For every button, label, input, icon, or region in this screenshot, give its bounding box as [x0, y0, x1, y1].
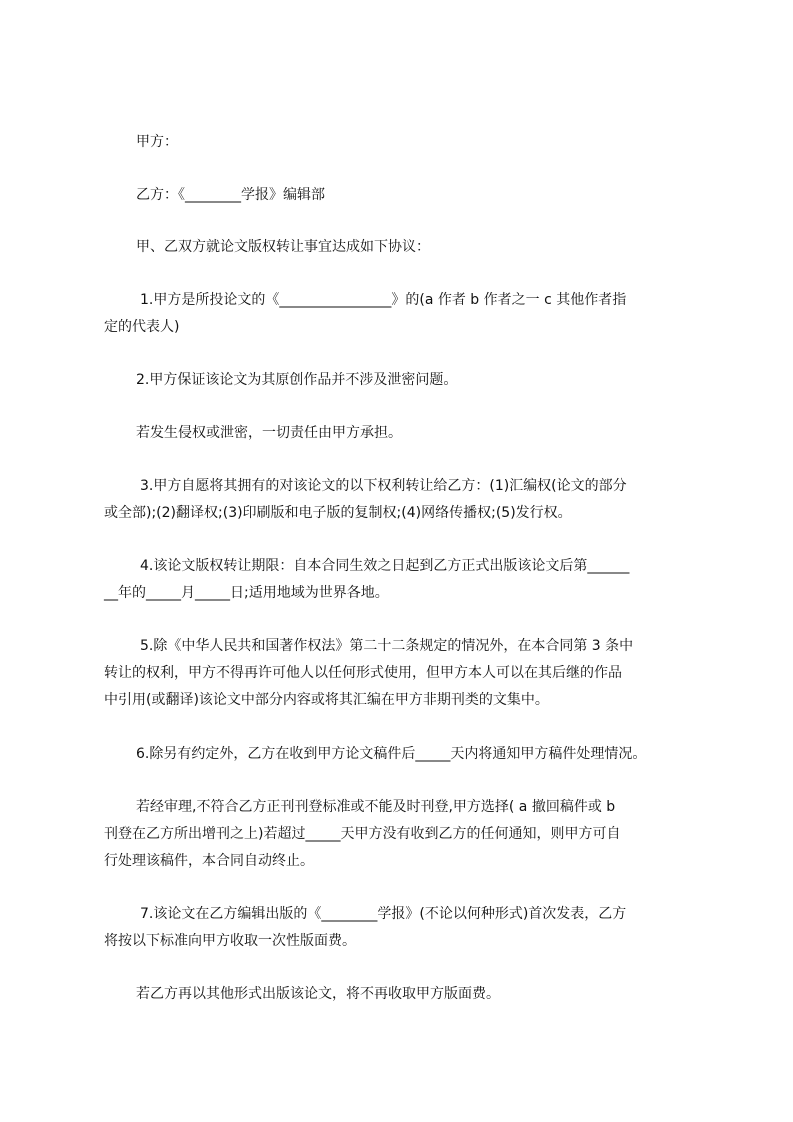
clause-3-line-2: 或全部);(2)翻译权;(3)印刷版和电子版的复制权;(4)网络传播权;(5)发行权。: [104, 505, 572, 521]
clause-6-review-line-2: 刊登在乙方所出增刊之上)若超过_____天甲方没有收到乙方的任何通知，则甲方可自: [104, 826, 621, 842]
party-a-line: 甲方：: [136, 134, 178, 150]
clause-4-line-2: __年的_____月_____日;适用地域为世界各地。: [104, 585, 389, 601]
clause-5-line-3: 中引用(或翻译)该论文中部分内容或将其汇编在甲方非期刊类的文集中。: [104, 692, 549, 708]
clause-7-line-2: 将按以下标准向甲方收取一次性版面费。: [104, 933, 356, 949]
clause-5-line-1: 5.除《中华人民共和国著作权法》第二十二条规定的情况外，在本合同第 3 条中: [140, 638, 634, 654]
clause-7-line-1: 7.该论文在乙方编辑出版的《________学报》(不论以何种形式)首次发表，乙方: [140, 906, 627, 922]
clause-6-review-line-3: 行处理该稿件，本合同自动终止。: [104, 853, 314, 869]
clause-3-line-1: 3.甲方自愿将其拥有的对该论文的以下权利转让给乙方：(1)汇编权(论文的部分: [140, 478, 627, 494]
clause-6-line: 6.除另有约定外，乙方在收到甲方论文稿件后_____天内将通知甲方稿件处理情况。: [136, 746, 647, 762]
clause-6-review-line-1: 若经审理,不符合乙方正刊刊登标准或不能及时刊登,甲方选择( a 撤回稿件或 b: [136, 799, 616, 815]
clause-1-line-1: 1.甲方是所投论文的《________________》的(a 作者 b 作者之一 c 其他作者指: [140, 292, 627, 308]
clause-7-other-forms: 若乙方再以其他形式出版该论文，将不再收取甲方版面费。: [136, 986, 500, 1002]
party-b-line: 乙方：《________学报》编辑部: [136, 187, 325, 203]
agreement-intro: 甲、乙双方就论文版权转让事宜达成如下协议：: [136, 239, 430, 255]
clause-4-line-1: 4.该论文版权转让期限：自本合同生效之日起到乙方正式出版该论文后第______: [140, 558, 630, 574]
clause-2-liability: 若发生侵权或泄密，一切责任由甲方承担。: [136, 425, 402, 441]
clause-1-line-2: 定的代表人): [104, 319, 180, 335]
clause-5-line-2: 转让的权利，甲方不得再许可他人以任何形式使用，但甲方本人可以在其后继的作品: [104, 665, 622, 681]
clause-2-line: 2.甲方保证该论文为其原创作品并不涉及泄密问题。: [136, 372, 458, 388]
